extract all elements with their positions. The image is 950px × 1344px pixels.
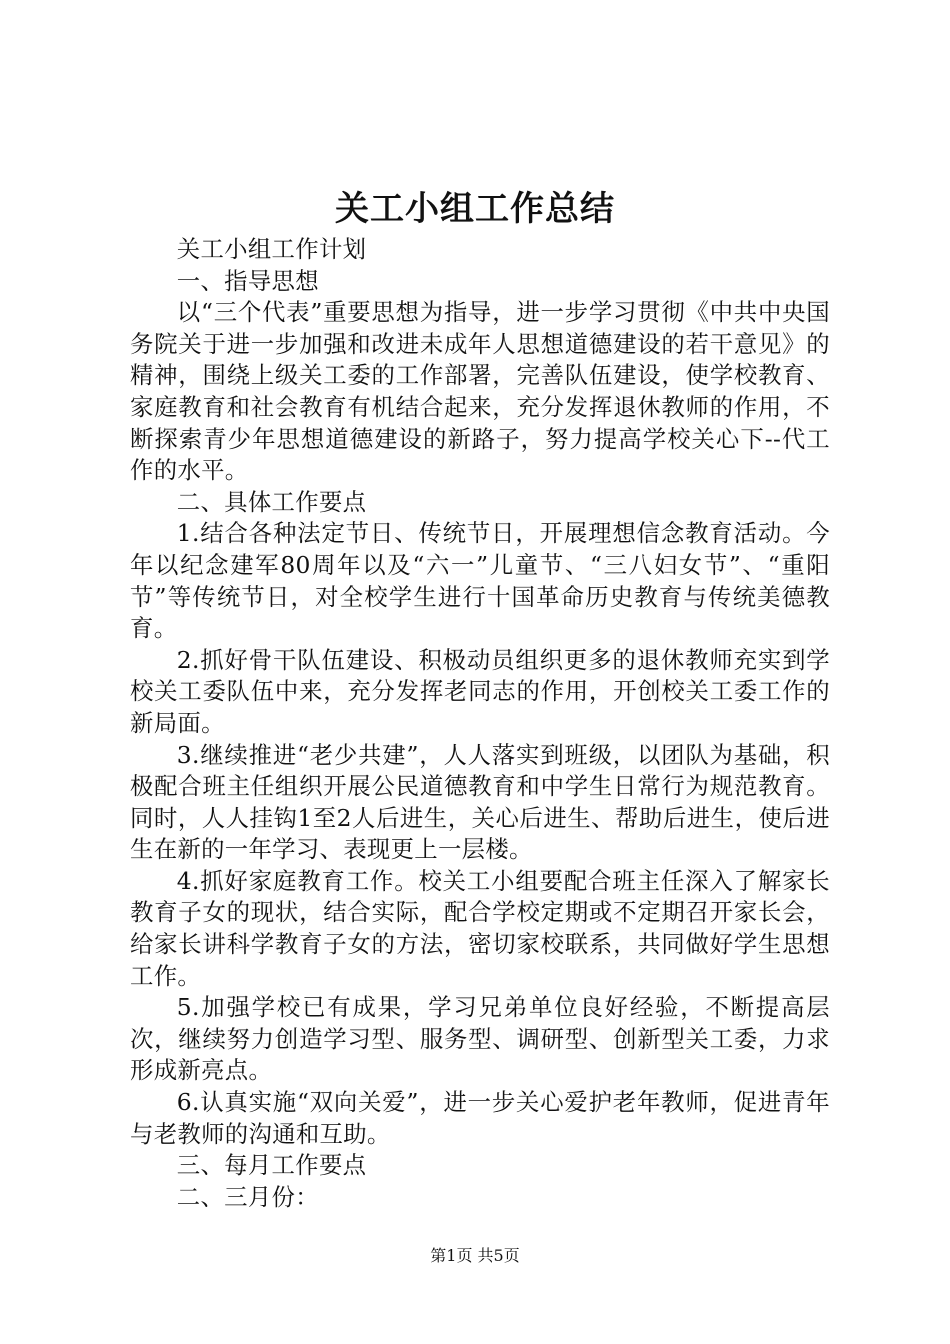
document-body [130,234,830,1213]
paragraph-feb-march: 二、三月份： [176,1182,319,1211]
paragraph-work-point-6: 6.认真实施“双向关爱”，进一步关心爱护老年教师，促进青年与老教师的沟通和互助。 [130,1088,830,1148]
paragraph-section-monthly-points: 三、每月工作要点 [176,1151,367,1180]
paragraph-work-point-4: 4.抓好家庭教育工作。校关工小组要配合班主任深入了解家长教育子女的现状，结合实际，配合学校定期或不定期召开家长会，给家长讲科学教育子女的方法，密切家校联系，共同做好学生思想工作。 [130,866,830,990]
paragraph-guiding-thought-body: 以“三个代表”重要思想为指导，进一步学习贯彻《中共中央国务院关于进一步加强和改进未成年人思想道德建设的若干意见》的精神，围绕上级关工委的工作部署，完善队伍建设，使学校教育、家庭教育和社会教育有机结合起来，充分发挥退休教师的作用，不断探索青少年思想道德建设的新路子，努力提高学校关心下--代工作的水平。 [130,298,830,485]
paragraph-work-point-3: 3.继续推进“老少共建”，人人落实到班级，以团队为基础，积极配合班主任组织开展公民道德教育和中学生日常行为规范教育。同时，人人挂钩1至2人后进生，关心后进生、帮助后进生，使后进生在新的一年学习、表现更上一层楼。 [130,740,830,864]
paragraph-plan-heading: 关工小组工作计划 [176,235,367,263]
paragraph-section-work-points: 二、具体工作要点 [176,487,367,516]
paragraph-work-point-1: 1.结合各种法定节日、传统节日，开展理想信念教育活动。今年以纪念建军80周年以及“六一”儿童节、“三八妇女节”、“重阳节”等传统节日，对全校学生进行十国革命历史教育与传统美德教育。 [130,519,830,643]
document-title: 关工小组工作总结 [335,189,615,229]
paragraph-section-guiding-thought: 一、指导思想 [176,266,319,295]
page-number-footer: 第1页 共5页 [430,1246,520,1265]
paragraph-work-point-2: 2.抓好骨干队伍建设、积极动员组织更多的退休教师充实到学校关工委队伍中来，充分发挥老同志的作用，开创校关工委工作的新局面。 [130,645,830,737]
paragraph-work-point-5: 5.加强学校已有成果，学习兄弟单位良好经验，不断提高层次，继续努力创造学习型、服务型、调研型、创新型关工委，力求形成新亮点。 [130,993,830,1085]
